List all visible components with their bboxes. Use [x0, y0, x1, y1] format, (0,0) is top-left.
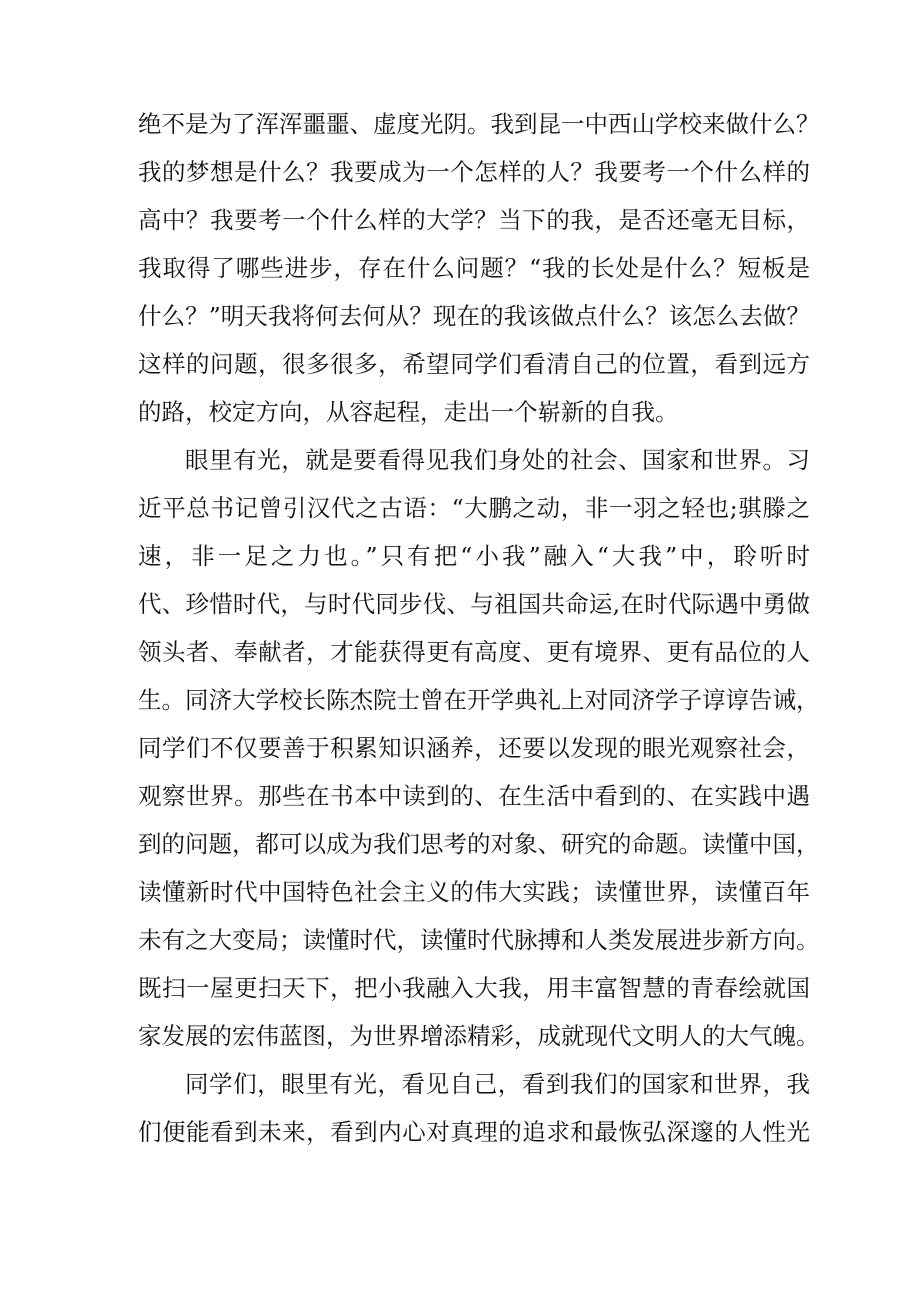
text-line: 到的问题，都可以成为我们思考的对象、研究的命题。读懂中国，	[138, 830, 820, 858]
text-line: 速，非一足之力也。”只有把“小我”融入“大我”中，聆听时	[138, 542, 810, 570]
text-line: 生。同济大学校长陈杰院士曾在开学典礼上对同济学子谆谆告诫，	[138, 686, 820, 714]
text-line: 这样的问题，很多很多，希望同学们看清自己的位置，看到远方	[138, 350, 810, 378]
text-line: 读懂新时代中国特色社会主义的伟大实践；读懂世界，读懂百年	[138, 878, 810, 906]
paragraph-1	[138, 100, 820, 436]
text-line: 我取得了哪些进步，存在什么问题？“我的长处是什么？短板是	[138, 254, 810, 282]
text-line: 绝不是为了浑浑噩噩、虚度光阴。我到昆一中西山学校来做什么？	[138, 110, 820, 138]
text-line: 家发展的宏伟蓝图，为世界增添精彩，成就现代文明人的大气魄。	[138, 1022, 820, 1050]
document-body	[138, 100, 820, 1156]
text-line: 代、珍惜时代，与时代同步伐、与祖国共命运,在时代际遇中勇做	[138, 590, 810, 618]
text-line: 未有之大变局；读懂时代，读懂时代脉搏和人类发展进步新方向。	[138, 926, 820, 954]
paragraph-2	[138, 436, 820, 1060]
paragraph-3	[138, 1060, 810, 1156]
text-line: 的路，校定方向，从容起程，走出一个崭新的自我。	[138, 398, 679, 426]
text-line: 们便能看到未来，看到内心对真理的追求和最恢弘深邃的人性光	[138, 1118, 810, 1146]
text-line: 近平总书记曾引汉代之古语：“大鹏之动，非一羽之轻也;骐滕之	[138, 494, 810, 522]
text-line: 高中？我要考一个什么样的大学？当下的我，是否还毫无目标，	[138, 206, 810, 234]
text-line: 我的梦想是什么？我要成为一个怎样的人？我要考一个什么样的	[138, 158, 810, 186]
text-line: 既扫一屋更扫天下，把小我融入大我，用丰富智慧的青春绘就国	[138, 974, 810, 1002]
text-line: 观察世界。那些在书本中读到的、在生活中看到的、在实践中遇	[138, 782, 810, 810]
text-line: 什么？”明天我将何去何从？现在的我该做点什么？该怎么去做？	[138, 302, 810, 330]
text-line: 眼里有光，就是要看得见我们身处的社会、国家和世界。习	[185, 446, 810, 474]
text-line: 同学们不仅要善于积累知识涵养，还要以发现的眼光观察社会，	[138, 734, 810, 762]
text-line: 同学们，眼里有光，看见自己，看到我们的国家和世界，我	[185, 1070, 810, 1098]
text-line: 领头者、奉献者，才能获得更有高度、更有境界、更有品位的人	[138, 638, 810, 666]
